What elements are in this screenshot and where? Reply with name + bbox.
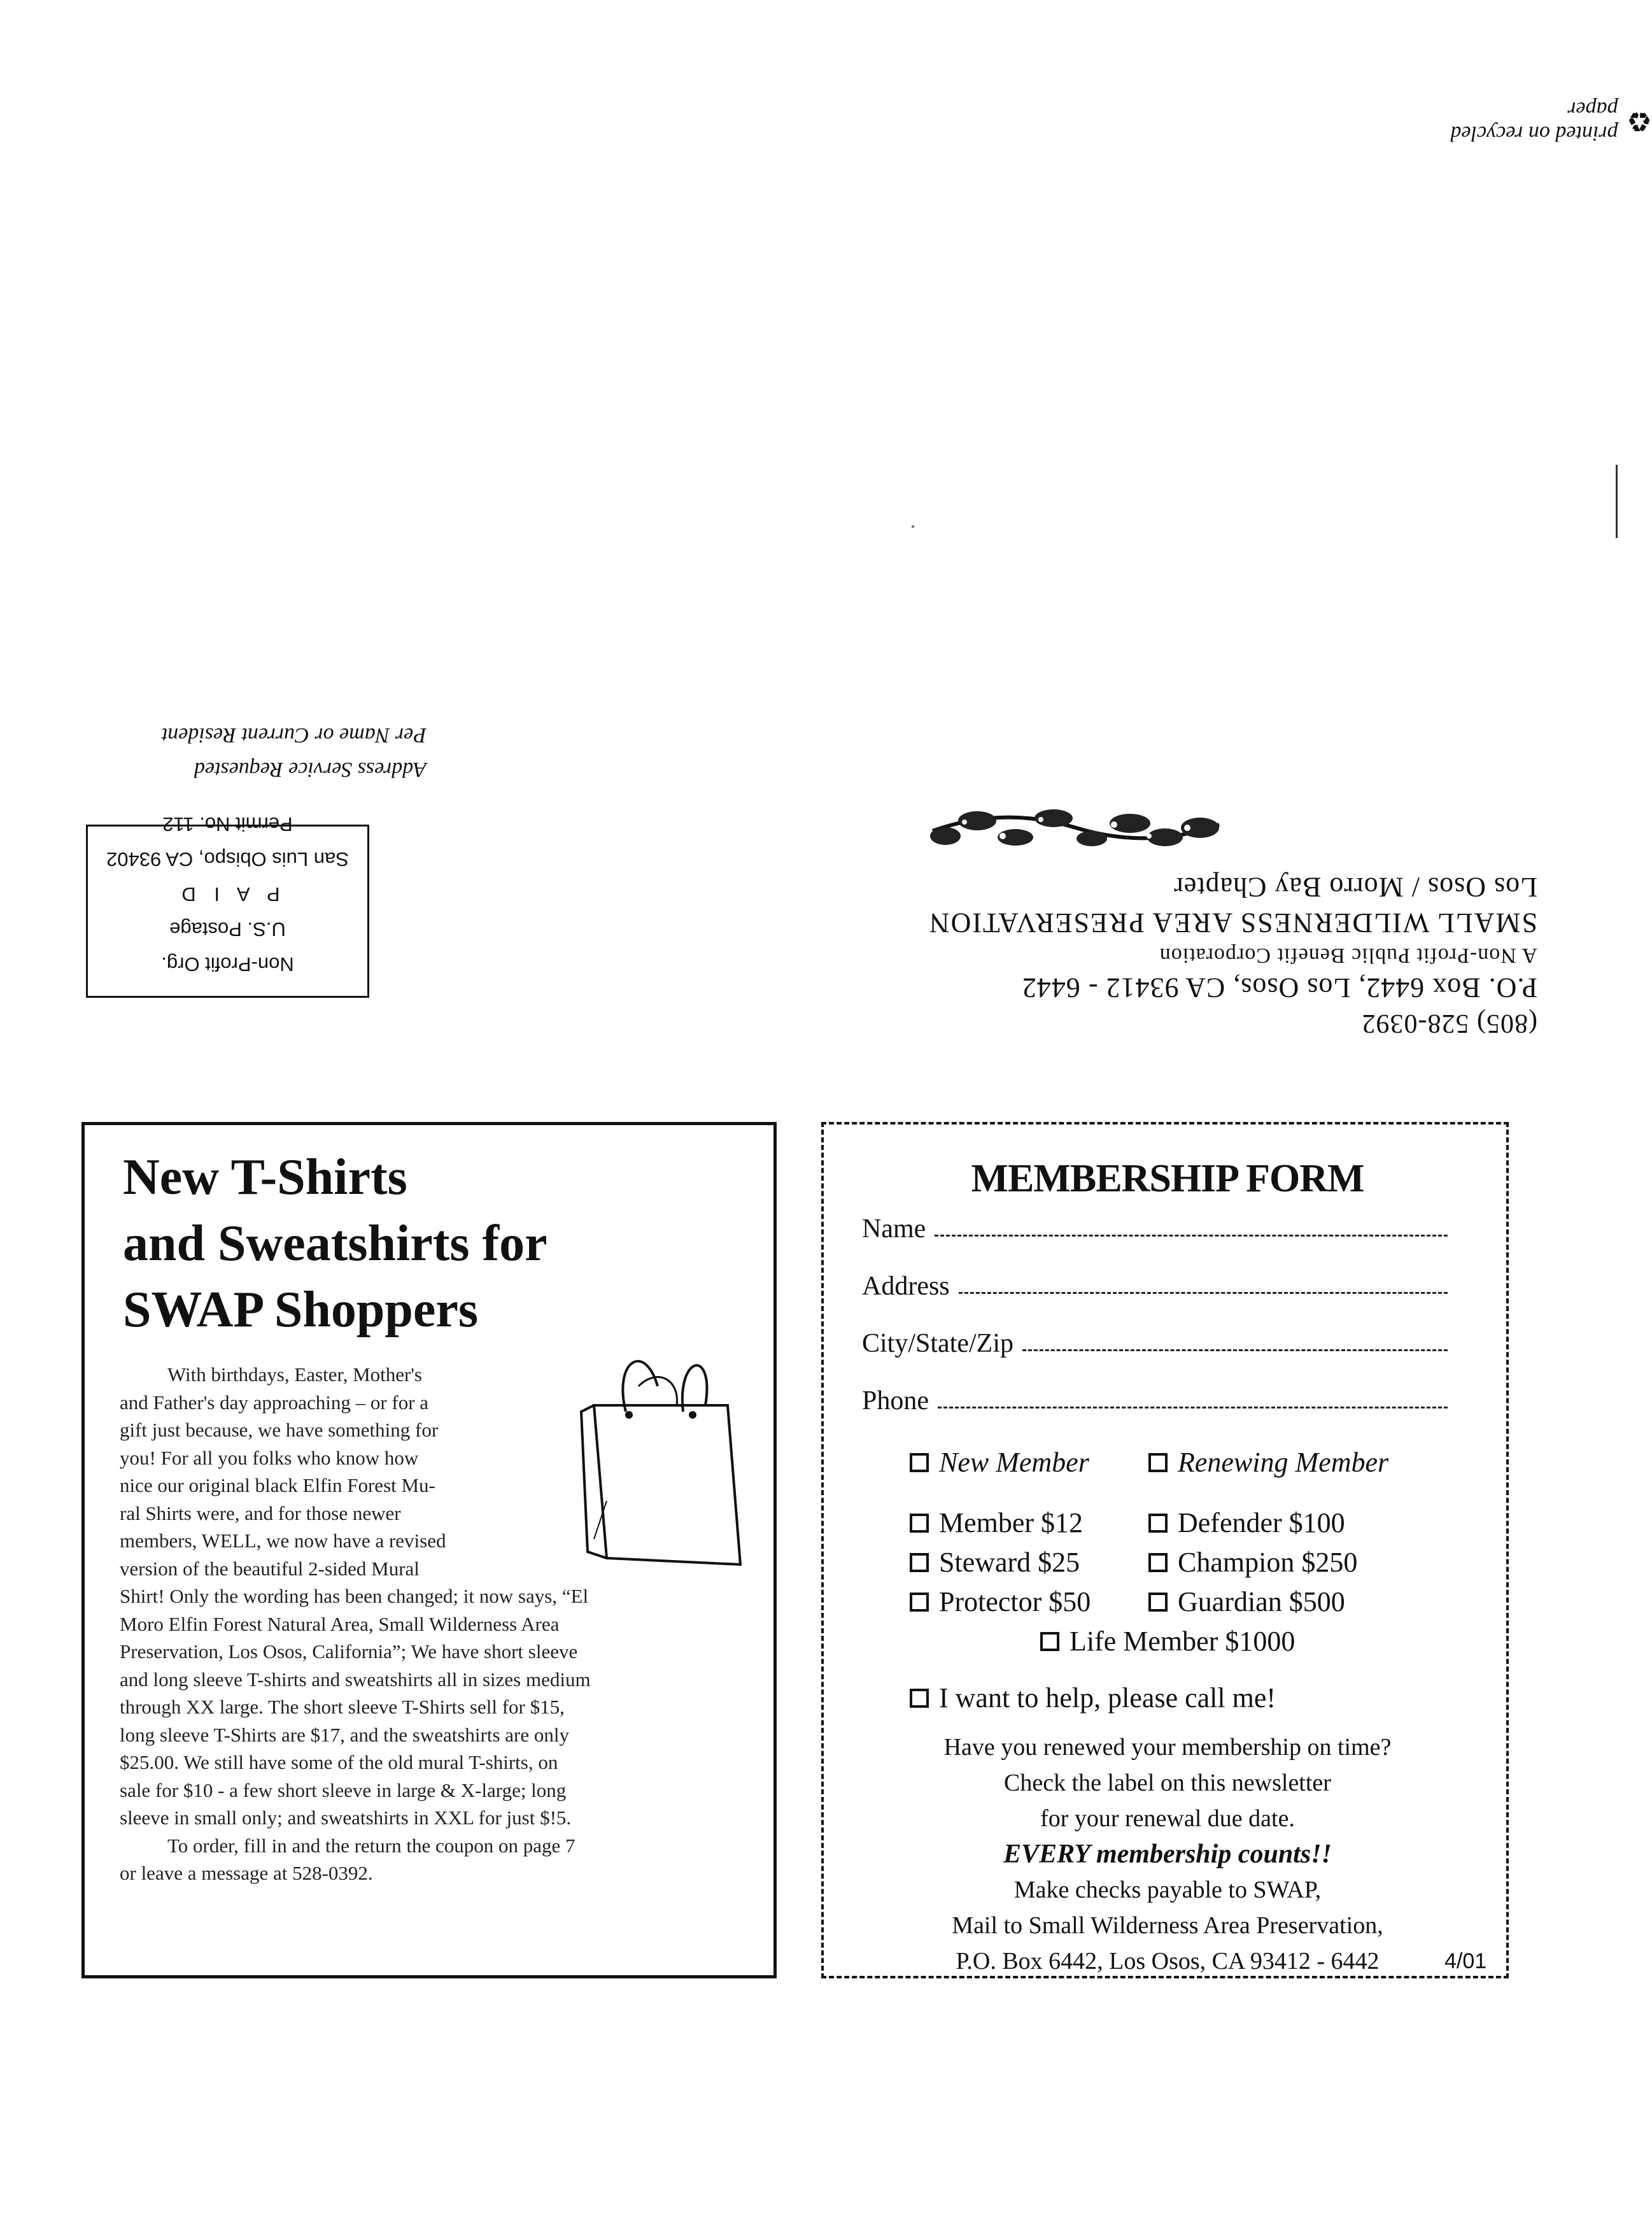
postage-indicia	[86, 813, 369, 998]
name-blank[interactable]	[935, 1234, 1448, 1237]
member-12-label: Member $12	[939, 1507, 1084, 1538]
city-state-zip-blank[interactable]	[1022, 1349, 1448, 1351]
resident-line: Per Name or Current Resident	[161, 723, 427, 747]
body-line: gift just because, we have something for	[120, 1419, 439, 1441]
note-line: Mail to Small Wilderness Area Preservation,	[952, 1912, 1383, 1939]
body-line: To order, fill in and the return the coupon on page 7	[167, 1834, 575, 1857]
recycle-icon: ♻	[1627, 104, 1652, 138]
body-line: ral Shirts were, and for those newer	[120, 1501, 401, 1524]
address-label: Address	[862, 1272, 950, 1301]
checkbox-icon[interactable]	[910, 1553, 929, 1572]
body-line: and Father's day approaching – or for a	[120, 1391, 429, 1414]
body-line: sleeve in small only; and sweatshirts in XXL for just $!5.	[120, 1806, 572, 1829]
return-po-box: P.O. Box 6442, Los Osos, CA 93412 - 6442	[1021, 972, 1537, 1004]
protector-50-checkbox[interactable]	[910, 1586, 1091, 1618]
speck	[912, 525, 914, 528]
return-organization: SMALL WILDERNESS AREA PRESERVATION	[928, 907, 1537, 939]
return-address-block	[907, 748, 1537, 1041]
return-corporation: A Non-Profit Public Benefit Corporation	[1159, 944, 1537, 967]
date-code: 4/01	[1444, 1949, 1487, 1973]
postage-line-paid: P A I D	[175, 883, 280, 905]
title-line: and Sweatshirts for	[123, 1216, 547, 1272]
article-body	[120, 1361, 756, 1887]
return-chapter: Los Osos / Morro Bay Chapter	[1173, 872, 1537, 903]
new-member-label: New Member	[939, 1447, 1089, 1478]
membership-form	[821, 1122, 1509, 1978]
body-line: Shirt! Only the wording has been changed; it now says, “El	[120, 1585, 589, 1607]
champion-250-label: Champion $250	[1178, 1547, 1358, 1578]
recycled-paper-label: printed on recycled paper	[1450, 97, 1618, 145]
steward-25-checkbox[interactable]	[910, 1546, 1080, 1579]
body-line: Preservation, Los Osos, California”; We have short sleeve	[120, 1640, 578, 1663]
note-line: Check the label on this newsletter	[1004, 1770, 1331, 1796]
life-member-checkbox[interactable]	[1040, 1625, 1295, 1657]
protector-50-label: Protector $50	[939, 1586, 1091, 1617]
phone-field[interactable]	[862, 1386, 1448, 1416]
phone-label: Phone	[862, 1386, 929, 1416]
body-line: $25.00. We still have some of the old mural T-shirts, on	[120, 1751, 558, 1773]
checkbox-icon[interactable]	[910, 1593, 929, 1612]
title-line: SWAP Shoppers	[123, 1282, 478, 1338]
champion-250-checkbox[interactable]	[1148, 1546, 1357, 1579]
body-line: Moro Elfin Forest Natural Area, Small Wilderness Area	[120, 1612, 560, 1635]
checkbox-icon[interactable]	[1148, 1553, 1168, 1572]
body-line: or leave a message at 528-0392.	[120, 1862, 373, 1884]
checkbox-icon[interactable]	[1148, 1593, 1168, 1612]
checkbox-icon[interactable]	[910, 1453, 929, 1472]
steward-25-label: Steward $25	[939, 1547, 1080, 1578]
note-line: P.O. Box 6442, Los Osos, CA 93412 - 6442	[956, 1948, 1380, 1975]
checkbox-icon[interactable]	[910, 1514, 929, 1533]
title-line: New T-Shirts	[123, 1149, 407, 1205]
guardian-500-checkbox[interactable]	[1148, 1586, 1345, 1618]
note-line: Make checks payable to SWAP,	[1013, 1877, 1322, 1903]
member-12-checkbox[interactable]	[910, 1507, 1083, 1539]
city-state-zip-label: City/State/Zip	[862, 1329, 1013, 1358]
guardian-500-label: Guardian $500	[1178, 1586, 1345, 1617]
name-label: Name	[862, 1214, 926, 1244]
address-service-block	[95, 710, 427, 786]
emphasis-line: EVERY membership counts!!	[1003, 1840, 1332, 1869]
help-label: I want to help, please call me!	[939, 1682, 1276, 1714]
name-field[interactable]	[862, 1214, 1448, 1244]
address-blank[interactable]	[959, 1291, 1448, 1294]
checkbox-icon[interactable]	[1040, 1632, 1059, 1651]
body-line: With birthdays, Easter, Mother's	[167, 1363, 422, 1386]
return-phone: (805) 528-0392	[1361, 1009, 1537, 1038]
body-line: members, WELL, we now have a revised	[120, 1529, 446, 1552]
phone-blank[interactable]	[938, 1406, 1448, 1408]
body-line: and long sleeve T-shirts and sweatshirts all in sizes medium	[120, 1668, 591, 1691]
body-line: through XX large. The short sleeve T-Shirts sell for $15,	[120, 1696, 565, 1718]
renewing-member-checkbox[interactable]	[1148, 1446, 1388, 1479]
help-checkbox[interactable]	[910, 1682, 1276, 1714]
note-line: Have you renewed your membership on time?	[943, 1734, 1392, 1761]
article-title	[123, 1144, 581, 1343]
address-service-line: Address Service Requested	[194, 758, 427, 781]
body-line: sale for $10 - a few short sleeve in large & X-large; long	[120, 1778, 567, 1801]
oak-branch-logo	[926, 793, 1225, 863]
checkbox-icon[interactable]	[1148, 1453, 1168, 1472]
defender-100-checkbox[interactable]	[1148, 1507, 1345, 1539]
renewing-member-label: Renewing Member	[1178, 1447, 1389, 1478]
checkbox-icon[interactable]	[910, 1689, 929, 1708]
tshirt-article	[81, 1122, 777, 1978]
defender-100-label: Defender $100	[1178, 1507, 1345, 1538]
edge-mark	[1616, 465, 1618, 538]
address-field[interactable]	[862, 1271, 1448, 1302]
postage-line-city: San Luis Obispo, CA 93402	[106, 848, 349, 870]
new-member-checkbox[interactable]	[910, 1446, 1089, 1479]
body-line: nice our original black Elfin Forest Mu-	[120, 1474, 435, 1496]
postage-line-org: Non-Profit Org.	[161, 953, 294, 976]
postage-line-permit: Permit No. 112	[162, 813, 293, 835]
recycled-paper-note	[1410, 99, 1652, 143]
form-title: MEMBERSHIP FORM	[971, 1157, 1364, 1200]
city-state-zip-field[interactable]	[862, 1328, 1448, 1359]
checkbox-icon[interactable]	[1148, 1514, 1168, 1533]
body-line: long sleeve T-Shirts are $17, and the sweatshirts are only	[120, 1723, 569, 1746]
postage-line-usps: U.S. Postage	[169, 918, 286, 940]
body-line: version of the beautiful 2-sided Mural	[120, 1557, 420, 1580]
note-line: for your renewal due date.	[1040, 1805, 1295, 1832]
life-member-label: Life Member $1000	[1070, 1626, 1295, 1657]
form-notes	[824, 1729, 1511, 1979]
body-line: you! For all you folks who know how	[120, 1446, 419, 1469]
